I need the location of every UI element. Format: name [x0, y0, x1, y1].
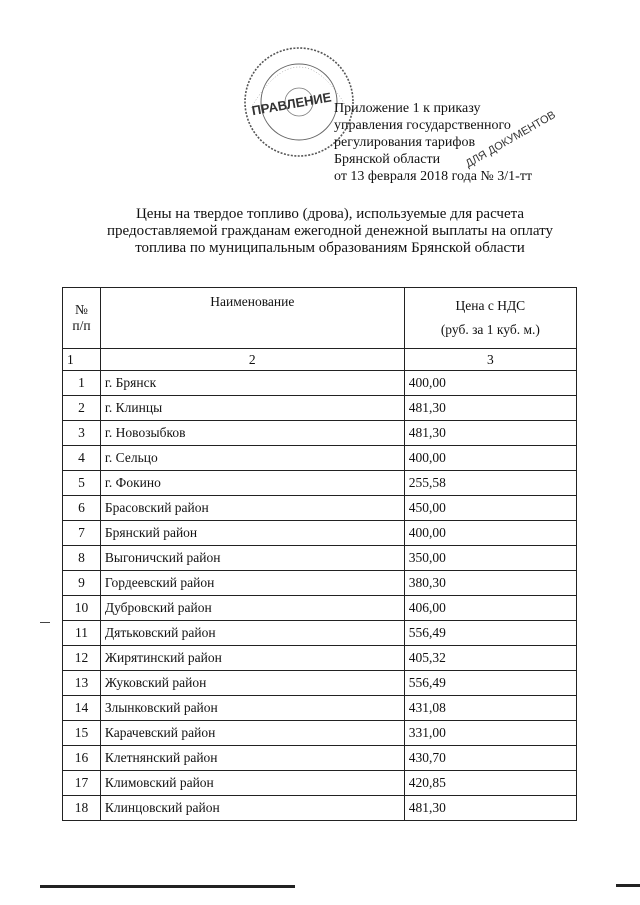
table-row: [63, 671, 577, 696]
row-number: 18: [63, 796, 101, 821]
header-price-line: Цена с НДС: [455, 298, 526, 313]
footer-rule: [616, 884, 640, 887]
table-row: [63, 446, 577, 471]
svg-text:ДЛЯ ДОКУМЕНТОВ: ДЛЯ ДОКУМЕНТОВ: [463, 108, 558, 171]
row-price: 430,70: [404, 746, 576, 771]
row-name: Выгоничский район: [100, 546, 404, 571]
table-header-row: [63, 288, 577, 349]
row-name: Клинцовский район: [100, 796, 404, 821]
row-price: 556,49: [404, 671, 576, 696]
row-name: г. Новозыбков: [100, 421, 404, 446]
row-price: 400,00: [404, 371, 576, 396]
footer-rule: [40, 885, 295, 888]
header-line: регулирования тарифов: [334, 135, 476, 150]
row-number: 15: [63, 721, 101, 746]
table-row: [63, 771, 577, 796]
title-line: предоставляемой гражданам ежегодной денежной выплаты на оплату: [107, 223, 553, 239]
table-row: [63, 696, 577, 721]
row-price: 331,00: [404, 721, 576, 746]
row-number: 3: [63, 421, 101, 446]
table-row: [63, 796, 577, 821]
row-price: 400,00: [404, 446, 576, 471]
margin-mark: [40, 622, 50, 623]
header-line: Брянской области: [334, 152, 441, 167]
row-price: 481,30: [404, 396, 576, 421]
row-name: г. Фокино: [100, 471, 404, 496]
row-name: Злынковский район: [100, 696, 404, 721]
row-number: 8: [63, 546, 101, 571]
row-name: Клетнянский район: [100, 746, 404, 771]
document-title: [100, 206, 560, 257]
header-name: Наименование: [100, 288, 404, 349]
row-price: 405,32: [404, 646, 576, 671]
row-name: Жирятинский район: [100, 646, 404, 671]
row-number: 7: [63, 521, 101, 546]
header-num-line: №: [75, 302, 88, 317]
row-number: 1: [63, 371, 101, 396]
row-price: 556,49: [404, 621, 576, 646]
row-price: 400,00: [404, 521, 576, 546]
row-name: Жуковский район: [100, 671, 404, 696]
row-name: Брасовский район: [100, 496, 404, 521]
table-row: [63, 621, 577, 646]
price-table: [62, 287, 577, 821]
row-price: 481,30: [404, 796, 576, 821]
row-price: 481,30: [404, 421, 576, 446]
row-price: 350,00: [404, 546, 576, 571]
row-name: Климовский район: [100, 771, 404, 796]
table-row: [63, 646, 577, 671]
row-price: 406,00: [404, 596, 576, 621]
row-number: 5: [63, 471, 101, 496]
row-name: Карачевский район: [100, 721, 404, 746]
index-cell: 1: [63, 349, 101, 371]
table-row: [63, 546, 577, 571]
row-number: 6: [63, 496, 101, 521]
row-number: 17: [63, 771, 101, 796]
row-name: г. Сельцо: [100, 446, 404, 471]
table-row: [63, 521, 577, 546]
table-row: [63, 496, 577, 521]
table-index-row: [63, 349, 577, 371]
row-name: Дятьковский район: [100, 621, 404, 646]
row-price: 380,30: [404, 571, 576, 596]
table-row: [63, 471, 577, 496]
document-header: [334, 100, 532, 185]
header-line: от 13 февраля 2018 года № 3/1-тт: [334, 169, 533, 184]
row-name: Брянский район: [100, 521, 404, 546]
table-row: [63, 596, 577, 621]
row-name: Дубровский район: [100, 596, 404, 621]
index-cell: 3: [404, 349, 576, 371]
row-price: 420,85: [404, 771, 576, 796]
table-body: [63, 371, 577, 821]
title-line: топлива по муниципальным образованиям Брянской области: [135, 240, 525, 256]
row-number: 12: [63, 646, 101, 671]
header-price-line: (руб. за 1 куб. м.): [440, 322, 540, 337]
row-number: 16: [63, 746, 101, 771]
header-price: [404, 288, 576, 349]
row-price: 450,00: [404, 496, 576, 521]
table-row: [63, 421, 577, 446]
title-line: Цены на твердое топливо (дрова), используемые для расчета: [135, 206, 525, 222]
header-num-line: п/п: [72, 318, 91, 333]
header-num: [63, 288, 101, 349]
svg-text:ПРАВЛЕНИЕ: ПРАВЛЕНИЕ: [250, 89, 333, 119]
row-number: 2: [63, 396, 101, 421]
row-name: г. Клинцы: [100, 396, 404, 421]
row-number: 14: [63, 696, 101, 721]
table-row: [63, 571, 577, 596]
row-number: 4: [63, 446, 101, 471]
header-line: управления государственного: [334, 118, 511, 133]
row-name: Гордеевский район: [100, 571, 404, 596]
table-row: [63, 371, 577, 396]
row-name: г. Брянск: [100, 371, 404, 396]
row-number: 9: [63, 571, 101, 596]
index-cell: 2: [100, 349, 404, 371]
row-number: 10: [63, 596, 101, 621]
table-row: [63, 721, 577, 746]
table-row: [63, 396, 577, 421]
row-number: 13: [63, 671, 101, 696]
row-price: 255,58: [404, 471, 576, 496]
table-row: [63, 746, 577, 771]
row-price: 431,08: [404, 696, 576, 721]
header-line: Приложение 1 к приказу: [334, 101, 481, 116]
row-number: 11: [63, 621, 101, 646]
